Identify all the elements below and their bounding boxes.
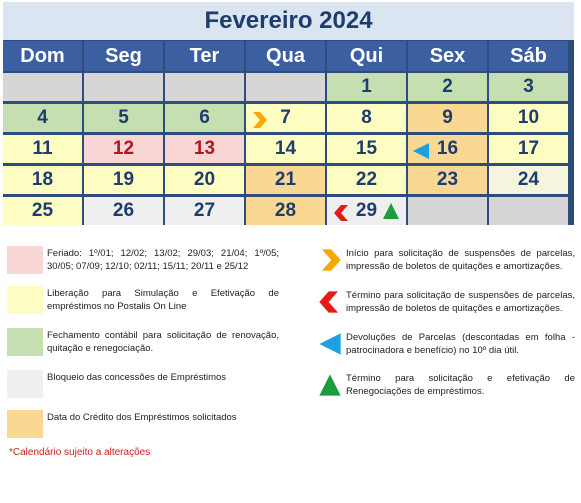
triangle-up-green-icon — [318, 373, 342, 397]
chevron-left-red-icon — [318, 290, 342, 314]
day-cell-12 — [84, 135, 163, 163]
day-cell-8 — [327, 104, 406, 132]
day-number: 22 — [355, 169, 378, 190]
legend-text-chevron-left-red-icon: Término para solicitação de suspensões de parcelas, impressão de boletos de quitações e amortizações. — [346, 290, 575, 314]
legend-swatch-feriado — [7, 246, 43, 274]
weekday-6: Sáb — [489, 41, 568, 71]
day-cell-17 — [489, 135, 568, 163]
day-number: 19 — [112, 169, 135, 190]
calendar-title: Fevereiro 2024 — [3, 2, 574, 40]
legend-icon-wrap — [318, 290, 342, 319]
day-cell-23 — [408, 166, 487, 194]
day-number: 18 — [31, 169, 54, 190]
day-cell-27 — [165, 197, 244, 225]
day-number: 9 — [442, 107, 453, 128]
legend-text-credito: Data do Crédito dos Empréstimos solicitados — [47, 412, 237, 423]
weekday-0: Dom — [3, 41, 82, 71]
day-cell-21 — [246, 166, 325, 194]
day-number: 17 — [517, 138, 540, 159]
triangle-up-green-icon — [382, 202, 400, 220]
day-number: 7 — [280, 107, 291, 128]
day-cell-10 — [489, 104, 568, 132]
day-cell-25 — [3, 197, 82, 225]
calendar — [3, 2, 574, 225]
day-cell-1 — [327, 73, 406, 101]
chevron-right-orange-icon — [318, 248, 342, 272]
day-number: 15 — [355, 138, 378, 159]
day-number: 13 — [193, 138, 216, 159]
legend-swatch-fechamento — [7, 328, 43, 356]
weekday-5: Sex — [408, 41, 487, 71]
day-cell-14 — [246, 135, 325, 163]
legend-swatch-credito — [7, 410, 43, 438]
day-cell-11 — [3, 135, 82, 163]
day-number: 21 — [274, 169, 297, 190]
day-cell-9 — [408, 104, 487, 132]
triangle-left-blue-icon — [412, 142, 430, 160]
day-number: 2 — [442, 76, 453, 97]
day-cell-18 — [3, 166, 82, 194]
weekday-4: Qui — [327, 41, 406, 71]
day-number: 29 — [355, 200, 378, 221]
calendar-grid — [3, 73, 574, 225]
weekday-header — [3, 41, 574, 71]
day-number: 5 — [118, 107, 129, 128]
empty-cell — [489, 197, 568, 225]
day-cell-6 — [165, 104, 244, 132]
day-number: 6 — [199, 107, 210, 128]
day-cell-19 — [84, 166, 163, 194]
day-number: 24 — [517, 169, 540, 190]
day-number: 12 — [112, 138, 135, 159]
day-cell-5 — [84, 104, 163, 132]
legend-text-triangle-up-green-icon: Término para solicitação e efetivação de Renegociações de empréstimos. — [346, 373, 575, 397]
day-number: 26 — [112, 200, 135, 221]
legend-swatch-liberacao — [7, 286, 43, 314]
day-number: 8 — [361, 107, 372, 128]
legend-text-triangle-left-blue-icon: Devoluções de Parcelas (descontadas em folha - patrocinadora e benefício) no 10º dia útil. — [346, 332, 575, 356]
legend-swatch-bloqueio — [7, 370, 43, 398]
day-number: 1 — [361, 76, 372, 97]
empty-cell — [408, 197, 487, 225]
day-cell-13 — [165, 135, 244, 163]
empty-cell — [246, 73, 325, 101]
legend-text-bloqueio: Bloqueio das concessões de Empréstimos — [47, 372, 227, 383]
day-number: 16 — [436, 138, 459, 159]
legend-text-fechamento: Fechamento contábil para solicitação de renovação, quitação e renegociação. — [47, 330, 279, 354]
legend-text-feriado: Feriado: 1º/01; 12/02; 13/02; 29/03; 21/04; 1º/05; 30/05; 07/09; 12/10; 02/11; 15/11; 20/11 e 25/12 — [47, 248, 279, 272]
day-number: 23 — [436, 169, 459, 190]
day-number: 4 — [37, 107, 48, 128]
day-cell-4 — [3, 104, 82, 132]
day-number: 10 — [517, 107, 540, 128]
day-cell-26 — [84, 197, 163, 225]
weekday-1: Seg — [84, 41, 163, 71]
legend-icon-wrap — [318, 373, 342, 402]
legend-text-liberacao: Liberação para Simulação e Efetivação de empréstimos no Postalis On Line — [47, 288, 279, 312]
day-cell-29 — [327, 197, 406, 225]
empty-cell — [3, 73, 82, 101]
day-number: 11 — [32, 138, 53, 159]
day-number: 14 — [274, 138, 297, 159]
day-cell-16 — [408, 135, 487, 163]
chevron-right-orange-icon — [250, 111, 268, 129]
day-cell-15 — [327, 135, 406, 163]
legend-icon-wrap — [318, 248, 342, 277]
footnote: *Calendário sujeito a alterações — [9, 447, 151, 458]
weekday-3: Qua — [246, 41, 325, 71]
legend-icon-wrap — [318, 332, 342, 361]
day-cell-3 — [489, 73, 568, 101]
day-cell-24 — [489, 166, 568, 194]
day-cell-2 — [408, 73, 487, 101]
weekday-2: Ter — [165, 41, 244, 71]
day-cell-20 — [165, 166, 244, 194]
empty-cell — [84, 73, 163, 101]
day-cell-22 — [327, 166, 406, 194]
empty-cell — [165, 73, 244, 101]
chevron-left-red-icon — [333, 204, 351, 222]
day-number: 28 — [274, 200, 297, 221]
day-number: 25 — [31, 200, 54, 221]
triangle-left-blue-icon — [318, 332, 342, 356]
day-number: 20 — [193, 169, 216, 190]
legend-text-chevron-right-orange-icon: Início para solicitação de suspensões de parcelas, impressão de boletos de quitações e amortizações. — [346, 248, 575, 272]
day-number: 27 — [193, 200, 216, 221]
day-cell-7 — [246, 104, 325, 132]
day-cell-28 — [246, 197, 325, 225]
day-number: 3 — [523, 76, 534, 97]
